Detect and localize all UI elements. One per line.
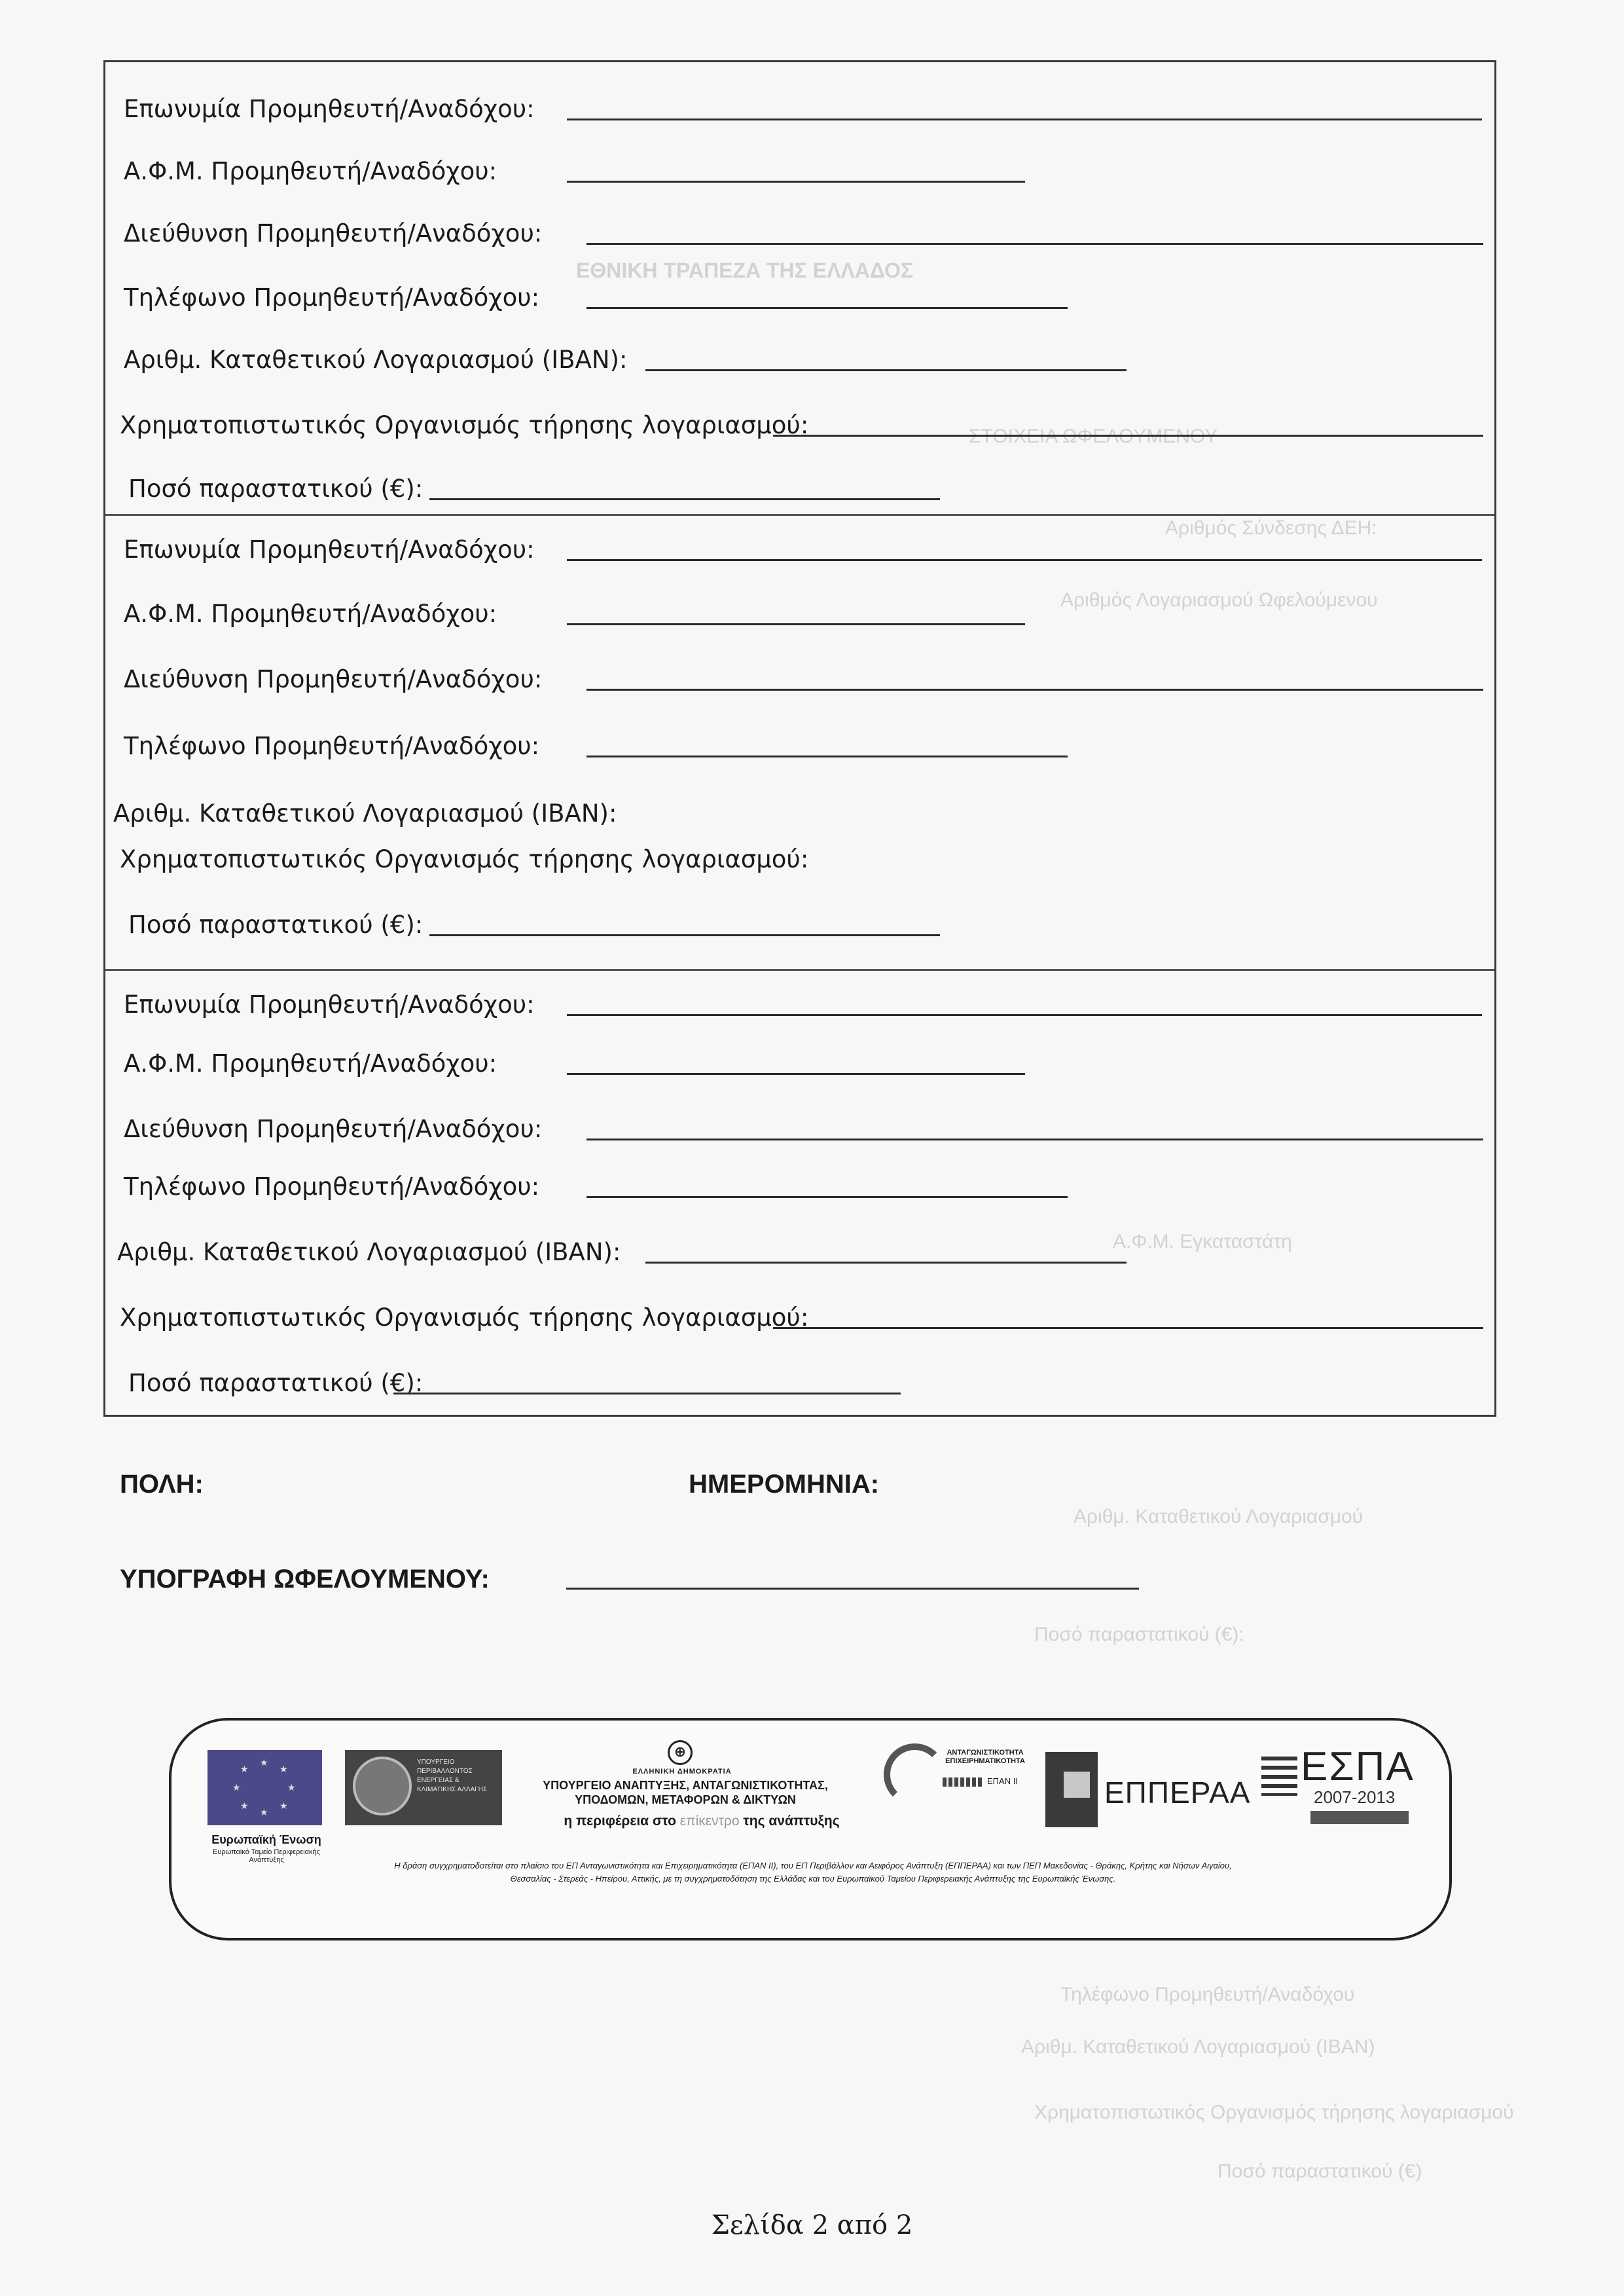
eperaa-inner-square-icon: [1064, 1772, 1090, 1798]
ministry-line-2: ΥΠΟΔΟΜΩΝ, ΜΕΤΑΦΟΡΩΝ & ΔΙΚΤΥΩΝ: [575, 1793, 796, 1806]
bank-label: Χρηματοπιστωτικός Οργανισμός τήρησης λογαριασμού:: [120, 1303, 809, 1332]
amount-field[interactable]: [429, 498, 940, 500]
contractor-entry-3: [105, 969, 1494, 1417]
contractor-name-field[interactable]: [567, 1014, 1482, 1016]
slogan-pre: η περιφέρεια στο: [564, 1813, 680, 1829]
address-row: [105, 660, 1494, 699]
espa-waves-icon: [1261, 1757, 1297, 1796]
signature-label: ΥΠΟΓΡΑΦΗ ΩΦΕΛΟΥΜΕΝΟΥ:: [120, 1565, 490, 1594]
iban-row: [105, 794, 1494, 833]
epan-arc-icon: [884, 1743, 946, 1806]
slogan-highlight: επίκεντρο: [679, 1813, 740, 1829]
bank-field[interactable]: [773, 435, 1483, 437]
amount-label: Ποσό παραστατικού (€):: [128, 911, 424, 939]
epan-name: ΕΠΑΝ II: [987, 1776, 1018, 1786]
address-field[interactable]: [586, 1139, 1483, 1140]
amount-row: [105, 469, 1494, 509]
tax-id-row: [105, 1044, 1494, 1084]
phone-label: Τηλέφωνο Προμηθευτή/Αναδόχου:: [124, 283, 540, 312]
greek-crest-icon: ⊕: [668, 1740, 693, 1765]
iban-label: Αριθμ. Καταθετικού Λογαριασμού (IBAN):: [124, 346, 628, 374]
tax-id-label: Α.Φ.Μ. Προμηθευτή/Αναδόχου:: [124, 157, 497, 185]
funding-banner: [169, 1718, 1452, 1941]
iban-field[interactable]: [645, 1262, 1127, 1264]
amount-field[interactable]: [429, 934, 940, 936]
contractor-name-field[interactable]: [567, 559, 1482, 561]
tax-id-row: [105, 594, 1494, 634]
espa-logo-text: ΕΣΠΑ: [1301, 1744, 1415, 1789]
epan-title: [939, 1749, 1031, 1766]
slogan-post: της ανάπτυξης: [739, 1813, 840, 1829]
tax-id-label: Α.Φ.Μ. Προμηθευτή/Αναδόχου:: [124, 1049, 497, 1078]
tax-id-label: Α.Φ.Μ. Προμηθευτή/Αναδόχου:: [124, 600, 497, 628]
ministry-line-1: ΥΠΟΥΡΓΕΙΟ ΑΝΑΠΤΥΞΗΣ, ΑΝΤΑΓΩΝΙΣΤΙΚΟΤΗΤΑΣ,: [543, 1779, 828, 1792]
amount-row: [105, 905, 1494, 945]
phone-label: Τηλέφωνο Προμηθευτή/Αναδόχου:: [124, 732, 540, 760]
contractor-name-row: [105, 90, 1494, 129]
city-label: ΠΟΛΗ:: [120, 1470, 204, 1499]
phone-label: Τηλέφωνο Προμηθευτή/Αναδόχου:: [124, 1173, 540, 1201]
ministry-emblem-icon: [353, 1757, 412, 1815]
address-label: Διεύθυνση Προμηθευτή/Αναδόχου:: [124, 1115, 543, 1143]
ministry-logo-text: ΥΠΟΥΡΓΕΙΟ ΠΕΡΙΒΑΛΛΟΝΤΟΣ ΕΝΕΡΓΕΙΑΣ & ΚΛΙΜΑΤΙΚΗΣ ΑΛΛΑΓΗΣ: [417, 1758, 488, 1793]
bank-row: [105, 1298, 1494, 1338]
eu-title: Ευρωπαϊκή Ένωση: [211, 1833, 321, 1846]
address-row: [105, 1110, 1494, 1149]
address-label: Διεύθυνση Προμηθευτή/Αναδόχου:: [124, 665, 543, 693]
phone-row: [105, 1167, 1494, 1207]
environment-ministry-logo: [345, 1750, 502, 1825]
government-label: ΕΛΛΗΝΙΚΗ ΔΗΜΟΚΡΑΤΙΑ: [632, 1768, 732, 1776]
phone-field[interactable]: [586, 756, 1068, 757]
region-slogan: [538, 1813, 865, 1829]
date-label: ΗΜΕΡΟΜΗΝΙΑ:: [689, 1470, 880, 1499]
espa-tag: [1310, 1811, 1409, 1824]
address-field[interactable]: [586, 689, 1483, 691]
tax-id-field[interactable]: [567, 181, 1025, 183]
ministry-name: [502, 1778, 869, 1807]
iban-label: Αριθμ. Καταθετικού Λογαριασμού (IBAN):: [117, 1238, 621, 1266]
contractor-name-field[interactable]: [567, 118, 1482, 120]
funding-line-2: Θεσσαλίας - Στερεάς - Ηπείρου, Αττικής, με τη συγχρηματοδότηση της Ελλάδας και του Ευρωπαϊκού Ταμείου Περιφερειακής Ανάπτυξης της Ευρωπαϊκής Ένωσης.: [510, 1874, 1116, 1884]
phone-field[interactable]: [586, 307, 1068, 309]
funding-statement: [224, 1859, 1402, 1886]
address-row: [105, 214, 1494, 253]
funding-line-1: Η δράση συγχρηματοδοτείται στο πλαίσιο του ΕΠ Ανταγωνιστικότητα και Επιχειρηματικότητα (ΕΠΑΝ ΙΙ), του ΕΠ Περιβάλλον και Αειφόρος Ανάπτυξη (ΕΠΠΕΡΑΑ) και των ΠΕΠ Μακεδονίας - Θράκης, Κρήτης και Νήσων Αιγαίου,: [394, 1861, 1232, 1870]
address-label: Διεύθυνση Προμηθευτή/Αναδόχου:: [124, 219, 543, 247]
iban-row: [105, 340, 1494, 380]
signature-field[interactable]: [566, 1588, 1139, 1590]
espa-years: 2007-2013: [1314, 1787, 1396, 1807]
contractor-name-row: [105, 985, 1494, 1025]
amount-field[interactable]: [393, 1393, 901, 1394]
tax-id-field[interactable]: [567, 1073, 1025, 1075]
phone-field[interactable]: [586, 1196, 1068, 1198]
bank-label: Χρηματοπιστωτικός Οργανισμός τήρησης λογαριασμού:: [120, 411, 809, 439]
epan-bars-icon: [943, 1777, 982, 1787]
eperaa-logo-text: ΕΠΠΕΡΑΑ: [1104, 1776, 1251, 1810]
bank-field[interactable]: [773, 1327, 1483, 1329]
bank-label: Χρηματοπιστωτικός Οργανισμός τήρησης λογαριασμού:: [120, 845, 809, 873]
phone-row: [105, 278, 1494, 318]
amount-row: [105, 1364, 1494, 1403]
epan-title-1: ΑΝΤΑΓΩΝΙΣΤΙΚΟΤΗΤΑ: [947, 1749, 1024, 1757]
contractor-name-row: [105, 530, 1494, 570]
amount-label: Ποσό παραστατικού (€):: [128, 475, 424, 503]
iban-row: [105, 1233, 1494, 1272]
address-field[interactable]: [586, 243, 1483, 245]
bank-row: [105, 406, 1494, 445]
bank-row: [105, 840, 1494, 879]
contractor-name-label: Επωνυμία Προμηθευτή/Αναδόχου:: [124, 991, 535, 1019]
contractor-entry-2: [105, 514, 1494, 971]
contractors-form-box: [103, 60, 1496, 1417]
epan-title-2: ΕΠΙΧΕΙΡΗΜΑΤΙΚΟΤΗΤΑ: [945, 1757, 1025, 1765]
tax-id-field[interactable]: [567, 623, 1025, 625]
contractor-name-label: Επωνυμία Προμηθευτή/Αναδόχου:: [124, 536, 535, 564]
iban-label: Αριθμ. Καταθετικού Λογαριασμού (IBAN):: [113, 799, 617, 828]
tax-id-row: [105, 152, 1494, 191]
iban-field[interactable]: [645, 369, 1127, 371]
amount-label: Ποσό παραστατικού (€):: [128, 1369, 424, 1397]
eu-subtitle: Ευρωπαϊκό Ταμείο Περιφερειακής Ανάπτυξης: [213, 1848, 320, 1864]
page-number: Σελίδα 2 από 2: [711, 2210, 913, 2240]
contractor-entry-1: [105, 62, 1494, 514]
phone-row: [105, 727, 1494, 766]
eu-flag-icon: ★ ★ ★ ★ ★ ★ ★ ★: [208, 1750, 322, 1825]
contractor-name-label: Επωνυμία Προμηθευτή/Αναδόχου:: [124, 95, 535, 123]
epan-logo: [884, 1737, 1038, 1819]
